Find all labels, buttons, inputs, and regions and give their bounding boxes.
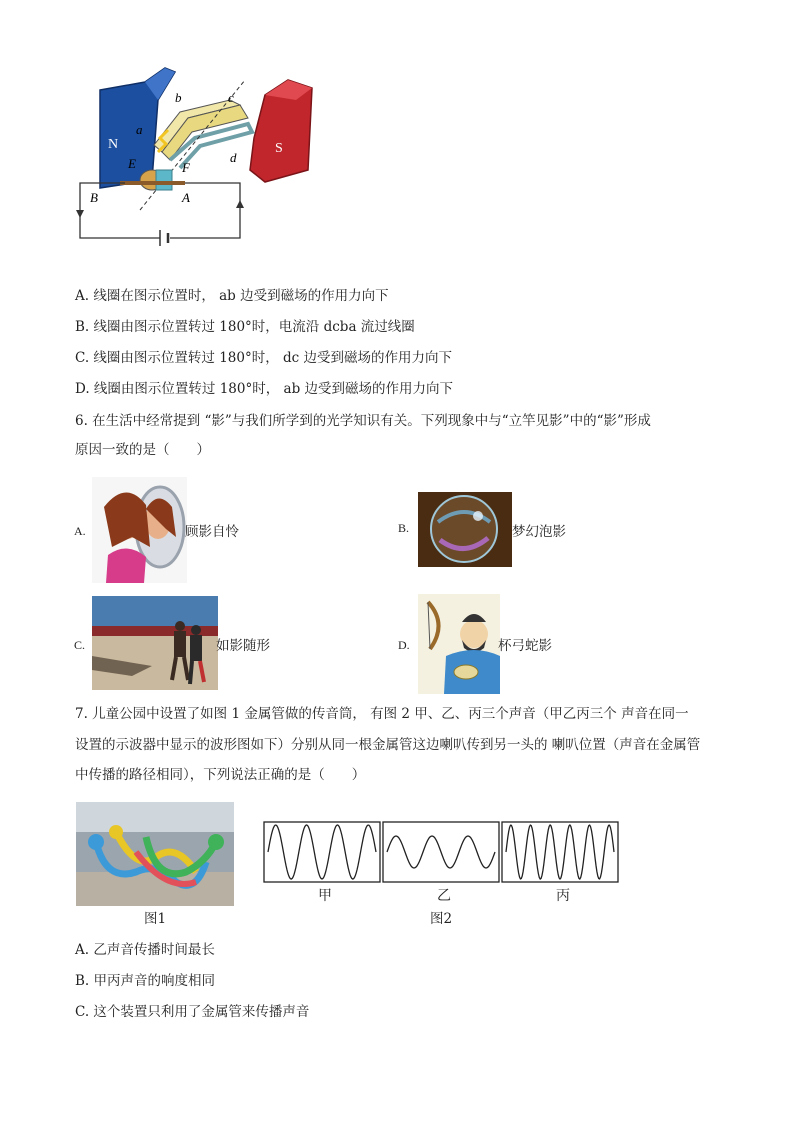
label-a: a (136, 122, 143, 137)
mirror-image (92, 477, 187, 583)
q7-option-b: B. 甲丙声音的响度相同 (75, 973, 216, 989)
label-A: A (182, 190, 190, 205)
waveform-jia (268, 825, 376, 879)
q6-option-b-letter: B. (398, 521, 410, 535)
q6-stem-line2: 原因一致的是（ ） (75, 442, 210, 458)
label-E: E (128, 156, 136, 171)
waveform-bing (506, 825, 614, 879)
waveform-yi (387, 836, 495, 868)
q7-stem-line2: 设置的示波器中显示的波形图如下）分别从同一根金属管这边喇叭传到另一头的 喇叭位置（声音在金属管 (75, 737, 701, 753)
label-d: d (230, 150, 237, 165)
label-b: b (175, 90, 182, 105)
q6-option-b-caption: 梦幻泡影 (512, 524, 566, 540)
q6-option-c-letter: C. (74, 638, 86, 652)
q6-stem-line1: 6. 在生活中经常提到 “影”与我们所学到的光学知识有关。下列现象中与“立竿见影”中的“影”形成 (75, 413, 651, 429)
label-N: N (108, 137, 119, 152)
wave-label-jia: 甲 (318, 888, 332, 904)
fig1-caption: 图1 (144, 911, 167, 927)
waveform-jia-frame (264, 822, 380, 882)
q5-option-a: A. 线圈在图示位置时， ab 边受到磁场的作用力向下 (75, 288, 389, 304)
shadow-image (92, 596, 218, 690)
label-c: c (228, 90, 234, 105)
q7-stem-line1: 7. 儿童公园中设置了如图 1 金属管做的传音筒， 有图 2 甲、乙、丙三个声音（甲乙丙三个 声音在同一 (75, 706, 689, 722)
motor-diagram (70, 60, 320, 250)
bow-cup-image (418, 594, 500, 694)
q6-option-c-caption: 如影随形 (216, 638, 270, 654)
q6-option-d-letter: D. (398, 638, 410, 652)
waveform-bing-frame (502, 822, 618, 882)
wave-label-yi: 乙 (437, 888, 451, 904)
wave-label-bing: 丙 (556, 888, 570, 904)
label-S: S (275, 141, 283, 156)
fig2-caption: 图2 (430, 911, 453, 927)
q7-option-a: A. 乙声音传播时间最长 (75, 942, 215, 958)
q7-stem-line3: 中传播的路径相同），下列说法正确的是（ ） (75, 767, 366, 783)
speaking-tube-photo (76, 802, 234, 906)
label-B: B (90, 190, 98, 205)
q6-option-a-letter: A. (74, 524, 86, 538)
q6-option-a-caption: 顾影自怜 (185, 524, 239, 540)
q7-option-c: C. 这个装置只利用了金属管来传播声音 (75, 1004, 310, 1020)
q5-option-d: D. 线圈由图示位置转过 180°时， ab 边受到磁场的作用力向下 (75, 381, 454, 397)
label-F: F (182, 160, 190, 175)
waveform-figure (262, 820, 622, 886)
bubble-image (418, 492, 512, 567)
q5-option-b: B. 线圈由图示位置转过 180°时，电流沿 dcba 流过线圈 (75, 319, 415, 335)
q5-option-c: C. 线圈由图示位置转过 180°时， dc 边受到磁场的作用力向下 (75, 350, 453, 366)
q6-option-d-caption: 杯弓蛇影 (498, 638, 552, 654)
